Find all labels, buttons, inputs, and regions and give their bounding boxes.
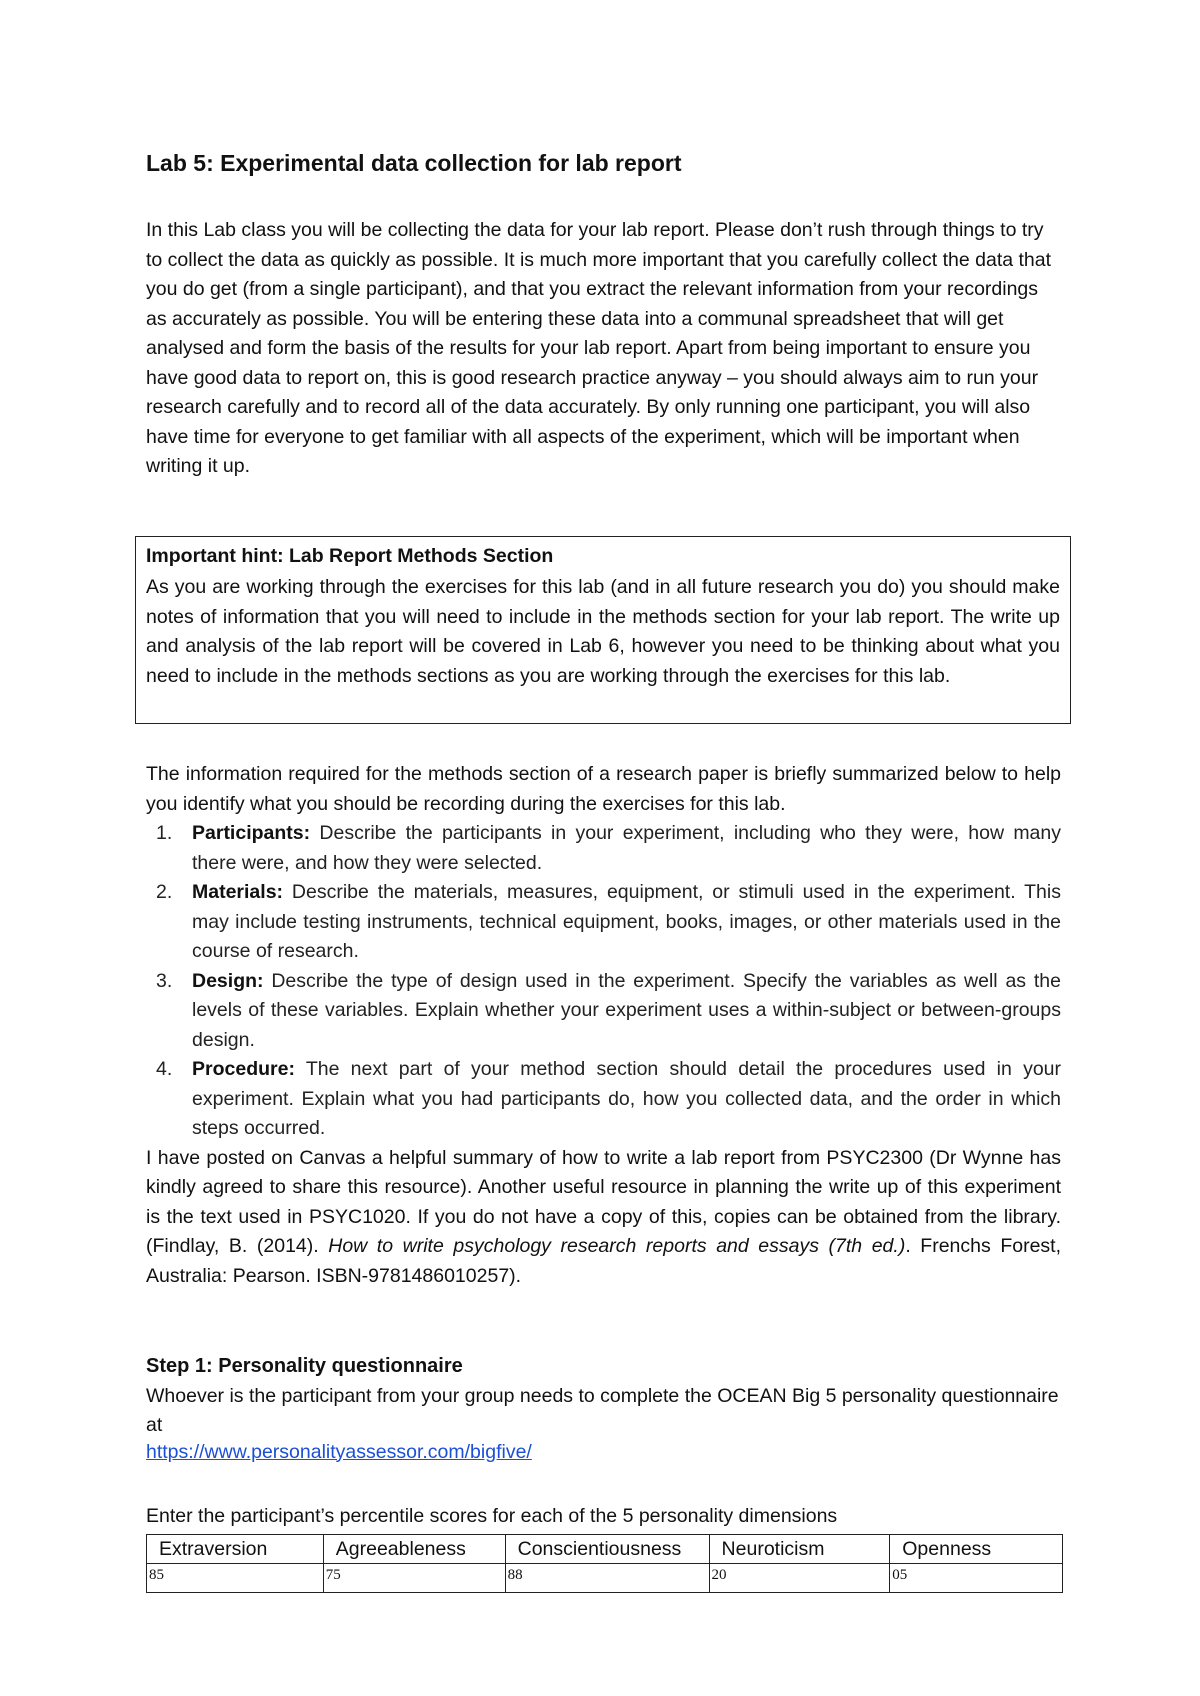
methods-list <box>146 819 1061 1144</box>
table-row <box>147 1564 1063 1593</box>
list-text: Describe the type of design used in the experiment. Specify the variables as well as the levels of these variables. Explain whether your experiment uses a within-subject or between-groups design. <box>192 969 1061 1051</box>
questionnaire-link[interactable]: https://www.personalityassessor.com/bigfive/ <box>146 1440 532 1463</box>
list-number: 1. <box>156 822 173 844</box>
methods-intro: The information required for the methods section of a research paper is briefly summarized below to help you identify what you should be recording during the exercises for this lab. <box>146 763 1061 815</box>
table-caption-block <box>146 1502 1061 1532</box>
list-text: Describe the participants in your experiment, including who they were, how many there were, and how they were selected. <box>192 822 1061 874</box>
list-text: The next part of your method section should detail the procedures used in your experiment. Explain what you had participants do, how you collected data, and the order in which steps occurred. <box>192 1058 1061 1139</box>
intro-paragraph: In this Lab class you will be collecting the data for your lab report. Please don’t rush through things to try to collect the data as quickly as possible. It is much more important that you carefully collect the data that you do get (from a single participant), and that you extract the relevant information from your recordings as accurately as possible. You will be entering these data into a communal spreadsheet that will get analysed and form the basis of the results for your lab report. Apart from being important to ensure you have good data to report on, this is good research practice anyway – you should always aim to run your research carefully and to record all of the data accurately. By only running one participant, you will also have time for everyone to get familiar with all aspects of the experiment, which will be important when writing it up. <box>146 219 1052 477</box>
intro-block <box>146 216 1061 482</box>
table-caption: Enter the participant’s percentile scores for each of the 5 personality dimensions <box>146 1505 838 1527</box>
header-neuroticism: Neuroticism <box>709 1535 890 1564</box>
list-number: 3. <box>156 969 173 992</box>
page-title: Lab 5: Experimental data collection for lab report <box>146 150 682 176</box>
resource-paragraph <box>146 1144 1061 1292</box>
list-term: Materials: <box>192 881 284 903</box>
step1-title: Step 1: Personality questionnaire <box>146 1355 463 1377</box>
resource-text-b: . Frenchs Forest, Australia: Pearson. ISBN-9781486010257). <box>146 1235 1061 1287</box>
header-extraversion: Extraversion <box>147 1535 324 1564</box>
hint-text: As you are working through the exercises for this lab (and in all future research you do) you should make notes of information that you will need to include in the methods section for your lab report. The write up and analysis of the lab report will be covered in Lab 6, however you need to be thinking about what you need to include in the methods sections as you are working through the exercises for this lab. <box>146 576 1060 687</box>
methods-item-design <box>146 967 1061 1056</box>
list-number: 2. <box>156 881 173 903</box>
hint-title: Important hint: Lab Report Methods Section <box>146 545 554 567</box>
score-extraversion[interactable]: 85 <box>147 1564 324 1593</box>
score-agreeableness[interactable]: 75 <box>323 1564 505 1593</box>
list-term: Participants: <box>192 822 311 844</box>
title-block <box>146 148 1061 178</box>
resource-text-a: I have posted on Canvas a helpful summary of how to write a lab report from PSYC2300 (Dr Wynne has kindly agreed to share this resource). Another useful resource in planning the write up of this experiment is the text used in PSYC1020. If you do not have a copy of this, copies can be obtained from the library. (Findlay, B. (2014). <box>146 1146 1061 1257</box>
step1-block <box>146 1352 1061 1464</box>
methods-item-materials <box>146 878 1061 967</box>
step1-text: Whoever is the participant from your group needs to complete the OCEAN Big 5 personality questionnaire at <box>146 1384 1059 1436</box>
hint-box <box>135 536 1071 724</box>
resource-book-title: How to write psychology research reports and essays (7th ed.) <box>328 1235 906 1257</box>
header-openness: Openness <box>890 1535 1063 1564</box>
score-openness[interactable]: 05 <box>890 1564 1063 1593</box>
score-neuroticism[interactable]: 20 <box>709 1564 890 1593</box>
list-term: Design: <box>192 969 264 992</box>
methods-item-procedure <box>146 1055 1061 1144</box>
methods-item-participants <box>146 819 1061 878</box>
score-conscientiousness[interactable]: 88 <box>505 1564 709 1593</box>
header-agreeableness: Agreeableness <box>323 1535 505 1564</box>
header-conscientiousness: Conscientiousness <box>505 1535 709 1564</box>
methods-block <box>146 760 1061 1291</box>
list-text: Describe the materials, measures, equipment, or stimuli used in the experiment. This may include testing instruments, technical equipment, books, images, or other materials used in the course of research. <box>192 881 1061 962</box>
list-term: Procedure: <box>192 1058 295 1080</box>
scores-table <box>146 1534 1063 1593</box>
table-header-row <box>147 1535 1063 1564</box>
list-number: 4. <box>156 1058 173 1080</box>
